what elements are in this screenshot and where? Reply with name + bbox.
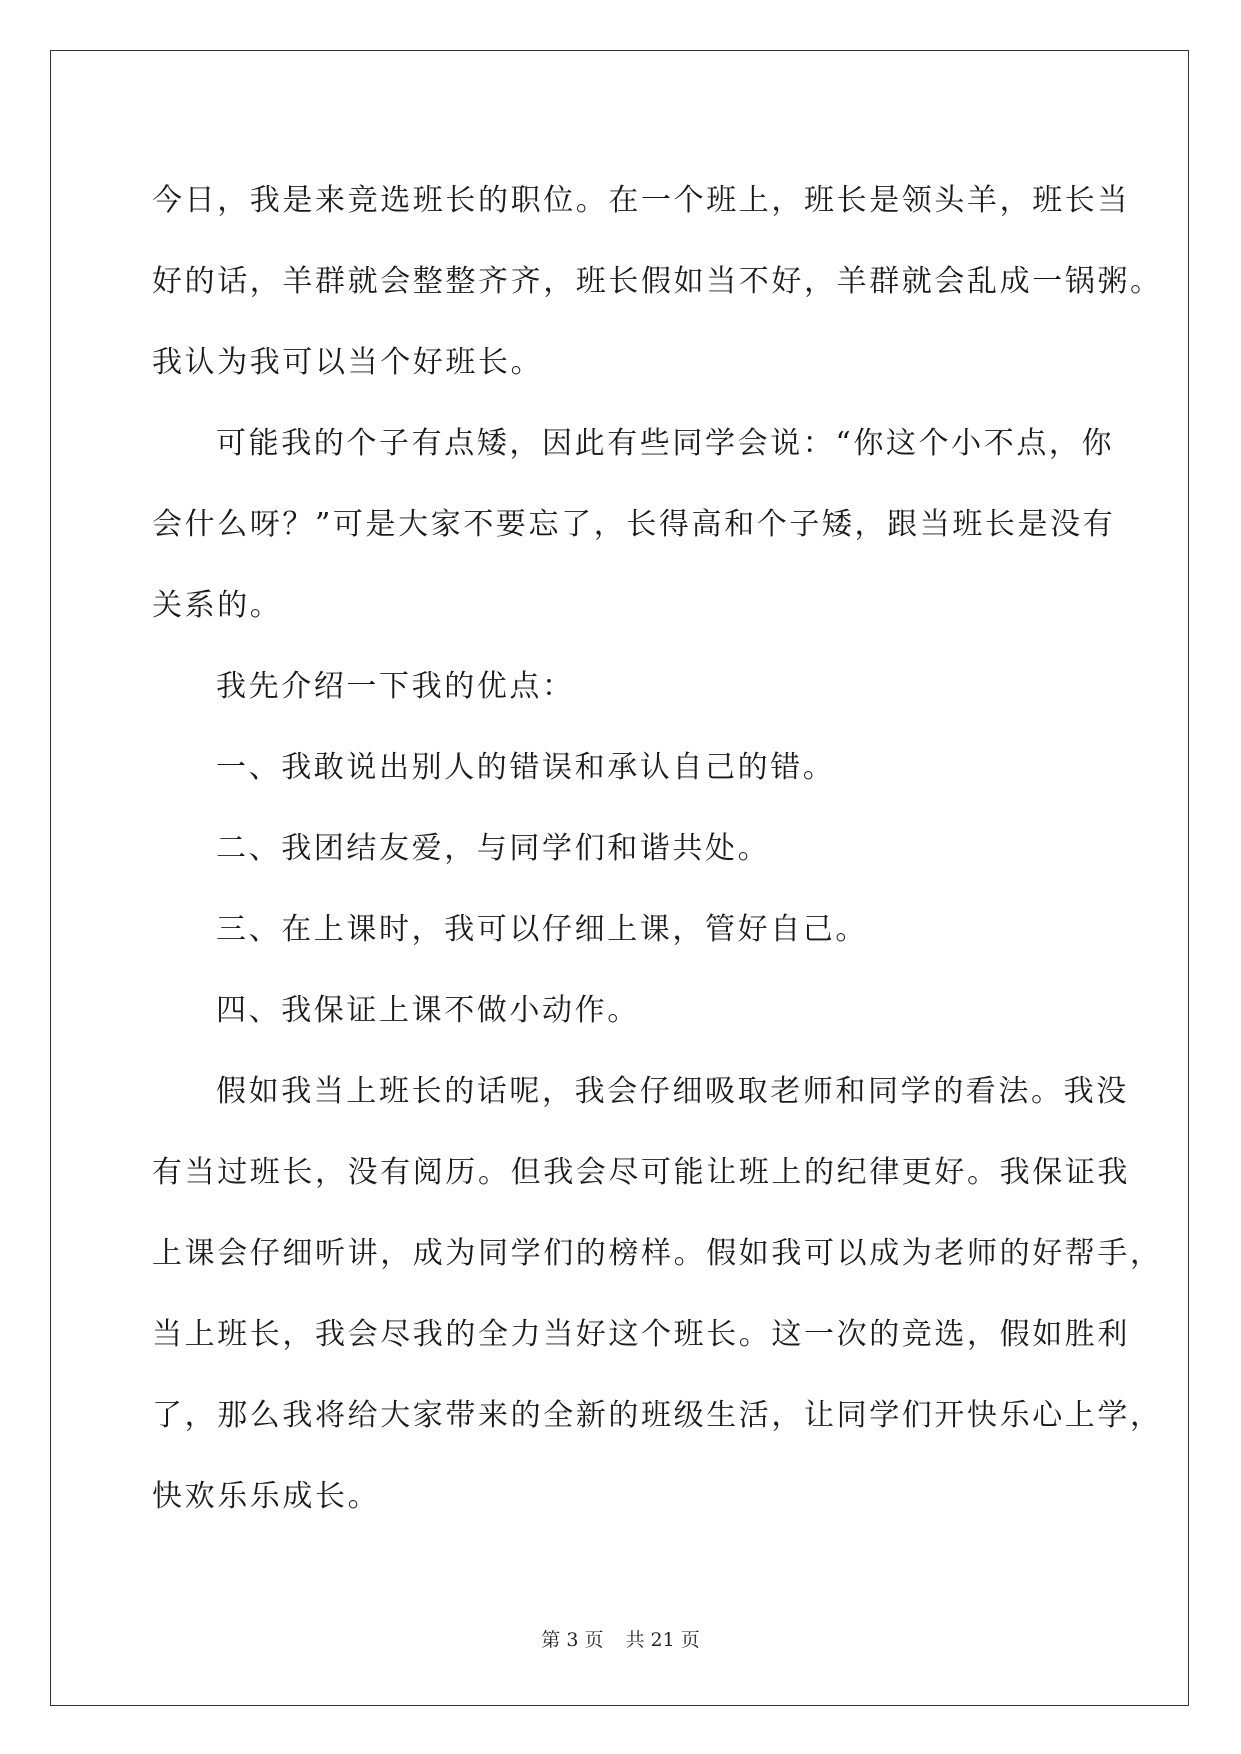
text-line: 三、在上课时，我可以仔细上课，管好自己。 xyxy=(216,912,868,947)
text-line: 有当过班长，没有阅历。但我会尽可能让班上的纪律更好。我保证我 xyxy=(152,1155,1130,1190)
document-body xyxy=(152,160,1163,1537)
list-item-3 xyxy=(152,889,1112,970)
text-line: 了，那么我将给大家带来的全新的班级生活，让同学们开快乐心上学， xyxy=(152,1398,1163,1433)
paragraph-1 xyxy=(152,160,1163,403)
text-line: 今日，我是来竞选班长的职位。在一个班上，班长是领头羊，班长当 xyxy=(152,183,1130,218)
text-line: 可能我的个子有点矮，因此有些同学会说：“你这个小不点，你 xyxy=(216,426,1115,461)
paragraph-8 xyxy=(152,1051,1163,1537)
text-line: 当上班长，我会尽我的全力当好这个班长。这一次的竞选，假如胜利 xyxy=(152,1317,1130,1352)
text-line: 二、我团结友爱，与同学们和谐共处。 xyxy=(216,831,771,866)
text-line: 关系的。 xyxy=(152,588,283,623)
text-line: 一、我敢说出别人的错误和承认自己的错。 xyxy=(216,750,836,785)
text-line: 我认为我可以当个好班长。 xyxy=(152,345,544,380)
text-line: 四、我保证上课不做小动作。 xyxy=(216,993,640,1028)
page-footer xyxy=(0,1625,1241,1652)
paragraph-3 xyxy=(152,646,1112,727)
list-item-2 xyxy=(152,808,1112,889)
text-line: 上课会仔细听讲，成为同学们的榜样。假如我可以成为老师的好帮手， xyxy=(152,1236,1163,1271)
text-line: 假如我当上班长的话呢，我会仔细吸取老师和同学的看法。我没 xyxy=(216,1074,1129,1109)
text-line: 我先介绍一下我的优点： xyxy=(216,669,575,704)
list-item-1 xyxy=(152,727,1112,808)
text-line: 快欢乐乐成长。 xyxy=(152,1479,381,1514)
text-line: 会什么呀？”可是大家不要忘了，长得高和个子矮，跟当班长是没有 xyxy=(152,507,1116,542)
list-item-4 xyxy=(152,970,1112,1051)
paragraph-2 xyxy=(152,403,1116,646)
text-line: 好的话，羊群就会整整齐齐，班长假如当不好，羊群就会乱成一锅粥。 xyxy=(152,264,1163,299)
page-number: 第 3 页 xyxy=(541,1629,604,1651)
page-total: 共 21 页 xyxy=(625,1629,700,1651)
